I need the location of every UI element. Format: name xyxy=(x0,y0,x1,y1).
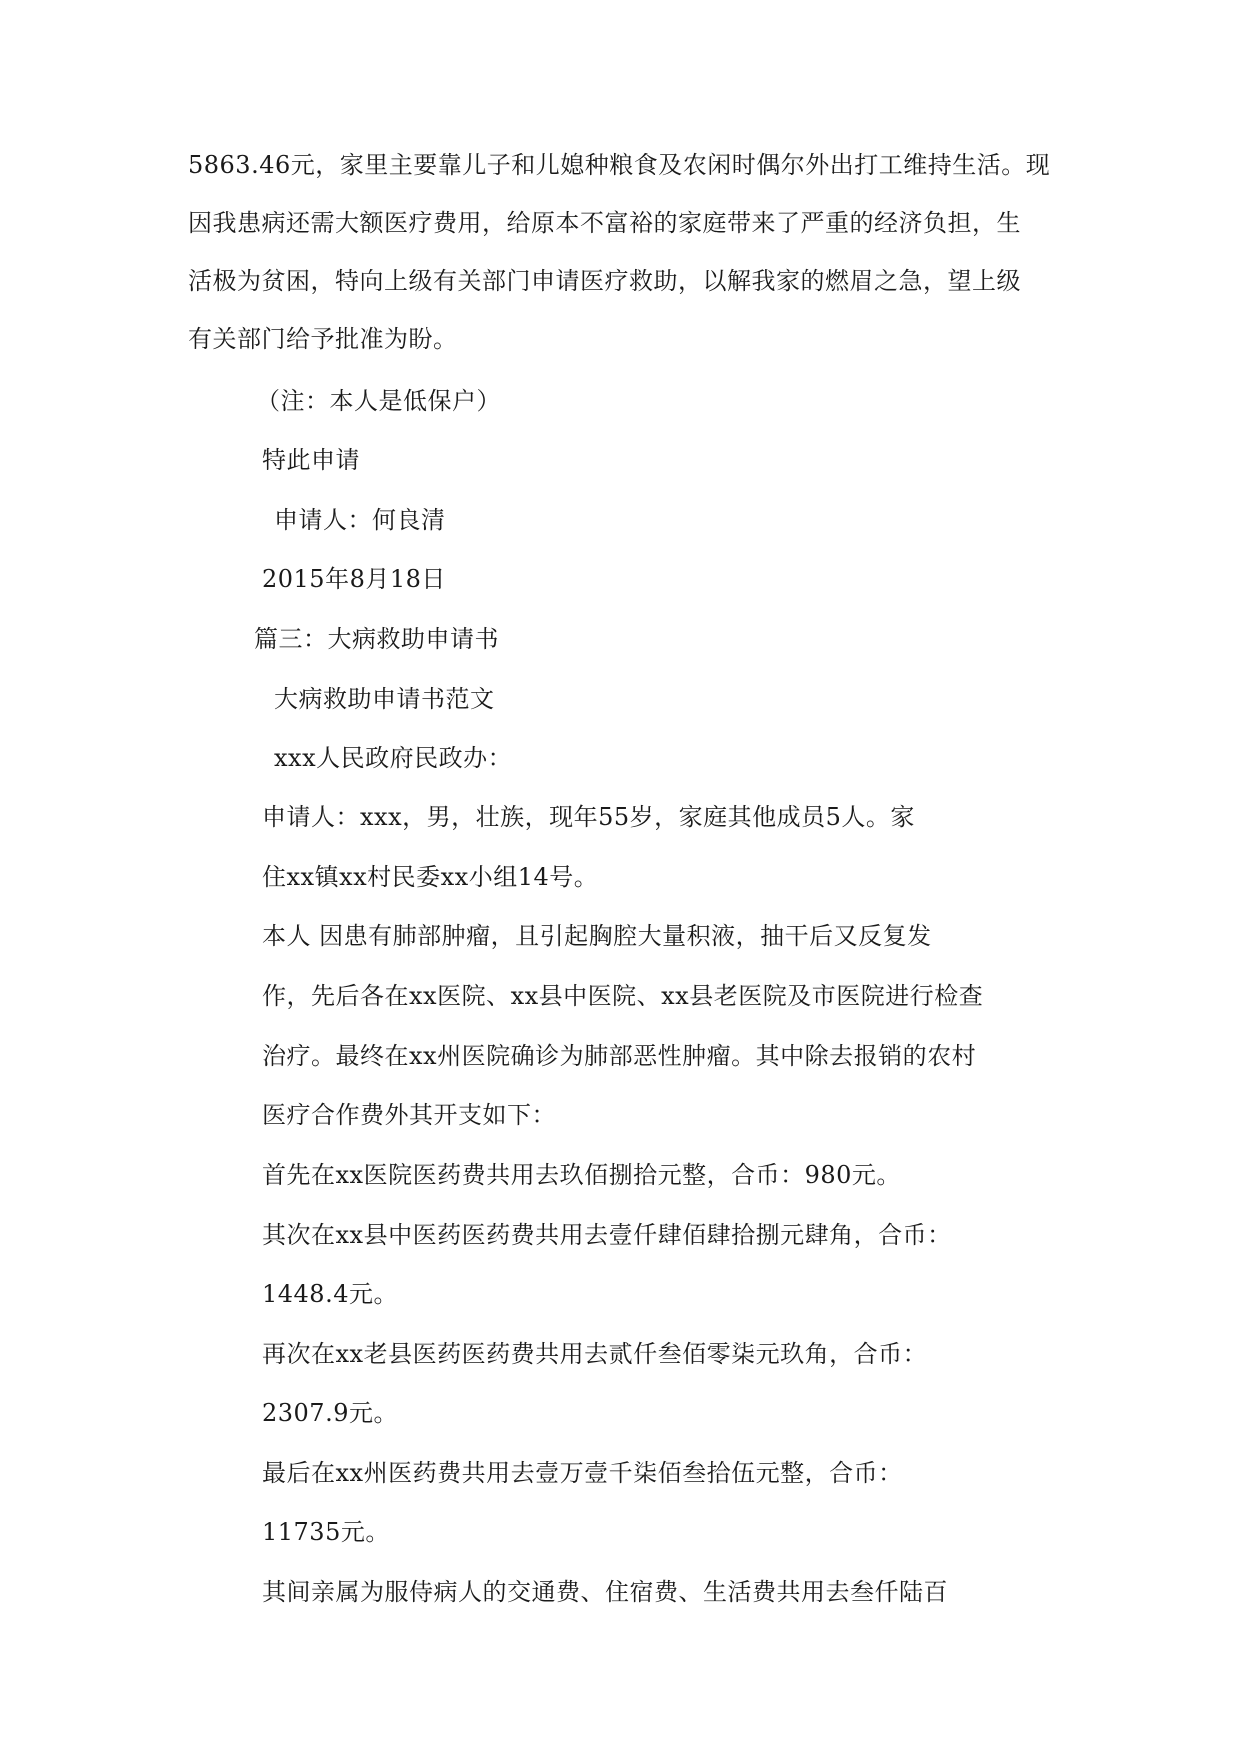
paragraph-line: 因我患病还需大额医疗费用，给原本不富裕的家庭带来了严重的经济负担，生 xyxy=(188,209,1021,237)
expense-amount: 2307.9元。 xyxy=(262,1399,398,1427)
document-title: 大病救助申请书范文 xyxy=(274,685,495,713)
date-line: 2015年8月18日 xyxy=(262,565,446,593)
paragraph-line: 本人 因患有肺部肿瘤，且引起胸腔大量积液，抽干后又反复发 xyxy=(262,922,932,950)
paragraph-line: 住xx镇xx村民委xx小组14号。 xyxy=(262,863,599,891)
section-heading: 篇三：大病救助申请书 xyxy=(254,625,499,653)
expense-line: 再次在xx老县医药医药费共用去贰仟叁佰零柒元玖角，合币： xyxy=(262,1340,928,1368)
paragraph-line: 作，先后各在xx医院、xx县中医院、xx县老医院及市医院进行检查 xyxy=(262,982,984,1010)
closing-line: 特此申请 xyxy=(262,446,360,474)
note-line: （注：本人是低保户） xyxy=(256,387,501,415)
recipient-line: xxx人民政府民政办： xyxy=(274,744,513,772)
paragraph-line: 有关部门给予批准为盼。 xyxy=(188,325,458,353)
expense-line: 其次在xx县中医药医药费共用去壹仟肆佰肆拾捌元肆角，合币： xyxy=(262,1221,952,1249)
expense-line: 最后在xx州医药费共用去壹万壹千柒佰叁拾伍元整，合币： xyxy=(262,1459,903,1487)
applicant-line: 申请人：何良清 xyxy=(274,506,446,534)
paragraph-line: 活极为贫困，特向上级有关部门申请医疗救助，以解我家的燃眉之急，望上级 xyxy=(188,267,1021,295)
paragraph-line: 治疗。最终在xx州医院确诊为肺部恶性肿瘤。其中除去报销的农村 xyxy=(262,1042,977,1070)
paragraph-line: 5863.46元，家里主要靠儿子和儿媳种粮食及农闲时偶尔外出打工维持生活。现 xyxy=(188,151,1051,179)
expense-amount: 1448.4元。 xyxy=(262,1280,398,1308)
expense-line: 首先在xx医院医药费共用去玖佰捌拾元整，合币：980元。 xyxy=(262,1161,901,1189)
expense-amount: 11735元。 xyxy=(262,1518,390,1546)
paragraph-line: 其间亲属为服侍病人的交通费、住宿费、生活费共用去叁仟陆百 xyxy=(262,1578,948,1606)
paragraph-line: 医疗合作费外其开支如下： xyxy=(262,1101,556,1129)
paragraph-line: 申请人：xxx，男，壮族，现年55岁，家庭其他成员5人。家 xyxy=(262,803,915,831)
